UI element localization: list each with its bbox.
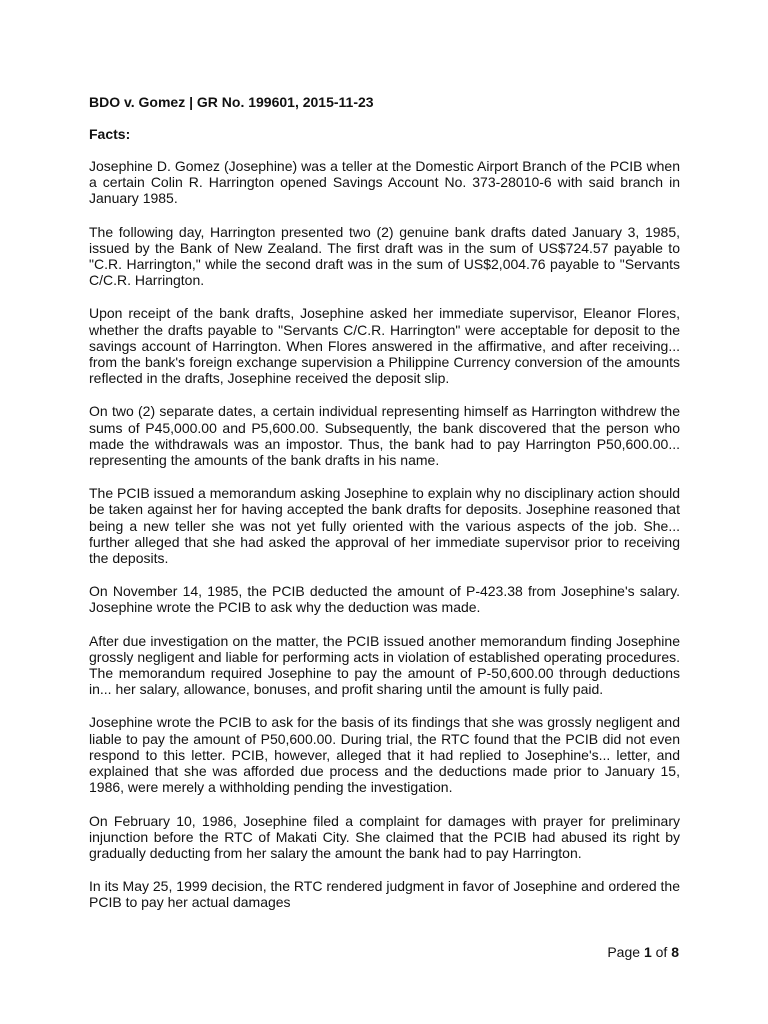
case-title: BDO v. Gomez | GR No. 199601, 2015-11-23 — [89, 94, 374, 110]
paragraph-4: On two (2) separate dates, a certain individual representing himself as Harrington withdrew the sums of P45,000.00 and P5,600.00. Subsequently, the bank discovered that the person who made the withdrawals was an impostor. Thus, the bank had to pay Harrington P50,600.00... representing the amounts of the bank drafts in his name. — [89, 403, 680, 469]
paragraph-2: The following day, Harrington presented two (2) genuine bank drafts dated January 3, 1985, issued by the Bank of New Zealand. The first draft was in the sum of US$724.57 payable to "C.R. Harrington," while the second draft was in the sum of US$2,004.76 payable to "Servants C/C.R. Harrington. — [89, 223, 680, 289]
paragraph-8: Josephine wrote the PCIB to ask for the basis of its findings that she was grossly negligent and liable to pay the amount of P50,600.00. During trial, the RTC found that the PCIB did not even respond to this letter. PCIB, however, alleged that it had replied to Josephine's... letter, and explained that she was afforded due process and the deductions made prior to January 15, 1986, were merely a withholding pending the investigation. — [89, 714, 680, 796]
facts-heading: Facts: — [89, 126, 131, 142]
paragraph-3: Upon receipt of the bank drafts, Josephine asked her immediate supervisor, Eleanor Flores, whether the drafts payable to "Servants C/C.R. Harrington" were acceptable for deposit to the savings account of Harrington. When Flores answered in the affirmative, and after receiving... from the bank's foreign exchange supervision a Philippine Currency conversion of the amounts reflected in the drafts, Josephine received the deposit slip. — [89, 305, 680, 387]
paragraph-6: On November 14, 1985, the PCIB deducted the amount of P-423.38 from Josephine's salary. Josephine wrote the PCIB to ask why the deduction was made. — [89, 583, 680, 616]
current-page-number: 1 — [643, 944, 652, 960]
document-page — [89, 94, 680, 928]
page-number-footer — [607, 944, 679, 961]
of-label: of — [655, 944, 668, 960]
page-label: Page — [607, 944, 641, 960]
paragraph-1: Josephine D. Gomez (Josephine) was a teller at the Domestic Airport Branch of the PCIB when a certain Colin R. Harrington opened Savings Account No. 373-28010-6 with said branch in January 1985. — [89, 158, 680, 207]
paragraph-9: On February 10, 1986, Josephine filed a complaint for damages with prayer for preliminary injunction before the RTC of Makati City. She claimed that the PCIB had abused its right by gradually deducting from her salary the amount the bank had to pay Harrington. — [89, 812, 680, 861]
total-pages-number: 8 — [671, 944, 679, 960]
paragraph-10: In its May 25, 1999 decision, the RTC rendered judgment in favor of Josephine and ordered the PCIB to pay her actual damages — [89, 878, 680, 911]
paragraph-5: The PCIB issued a memorandum asking Josephine to explain why no disciplinary action should be taken against her for having accepted the bank drafts for deposits. Josephine reasoned that being a new teller she was not yet fully oriented with the various aspects of the job. She... further alleged that she had asked the approval of her immediate supervisor prior to receiving the deposits. — [89, 485, 680, 567]
paragraph-7: After due investigation on the matter, the PCIB issued another memorandum finding Josephine grossly negligent and liable for performing acts in violation of established operating procedures. The memorandum required Josephine to pay the amount of P-50,600.00 through deductions in... her salary, allowance, bonuses, and profit sharing until the amount is fully paid. — [89, 632, 680, 698]
